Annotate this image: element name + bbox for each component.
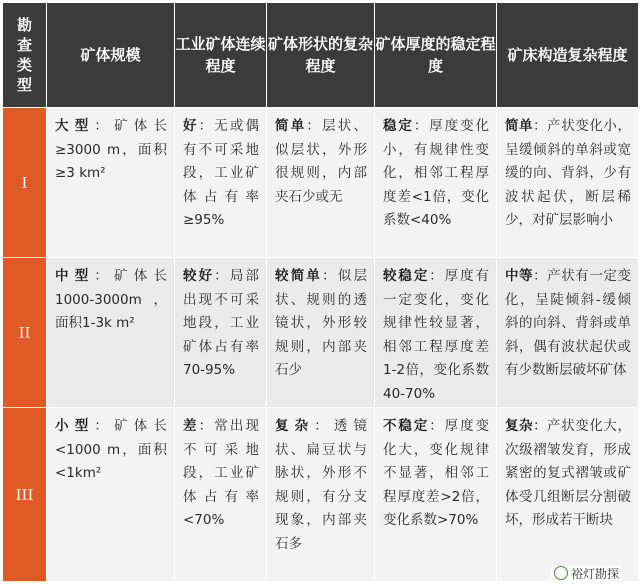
thickness-cell — [375, 408, 497, 582]
continuity-cell — [175, 258, 267, 408]
cell-label: 大型 — [55, 118, 95, 134]
scale-cell — [47, 108, 175, 258]
cell-label: 不稳定 — [383, 418, 430, 434]
header-shape: 矿体形状的复杂程度 — [267, 3, 375, 108]
cell-label: 复杂 — [275, 418, 315, 434]
cell-text: ：常出现不可采地段，工业矿体占有率<70% — [183, 418, 259, 528]
continuity-cell — [175, 408, 267, 582]
exploration-type-table — [2, 2, 639, 582]
type-cell: II — [3, 258, 47, 408]
cell-label: 小型 — [55, 418, 95, 434]
cell-label: 中型 — [55, 268, 95, 284]
cell-label: 差 — [183, 418, 199, 434]
cell-label: 稳定 — [383, 118, 414, 134]
header-category — [3, 3, 47, 108]
cell-text: ：矿体长≥3000 m，面积≥3 km² — [55, 118, 168, 181]
header-category-char: 勘 — [16, 16, 32, 34]
cell-label: 简单 — [275, 118, 307, 134]
header-structure: 矿床构造复杂程度 — [497, 3, 639, 108]
scale-cell — [47, 258, 175, 408]
table-row — [3, 108, 639, 258]
type-cell: I — [3, 108, 47, 258]
structure-cell — [497, 258, 639, 408]
cell-label: 中等 — [505, 268, 534, 284]
cell-label: 简单 — [505, 118, 534, 134]
cell-label: 较简单 — [275, 268, 323, 284]
cell-text: ：透镜状、扁豆状与脉状，外形不规则，有分支现象，内部夹石多 — [275, 418, 367, 552]
cell-text: ：无或偶有不可采地段，工业矿体占有率≥95% — [183, 118, 259, 228]
cell-text: ：似层状、规则的透镜状，外形较规则，内部夹石少 — [275, 268, 368, 378]
wechat-logo-icon — [554, 566, 568, 580]
header-category-char: 类 — [16, 56, 32, 74]
thickness-cell — [375, 108, 497, 258]
header-category-char: 查 — [16, 36, 32, 54]
cell-text: ：矿体长1000-3000m，面积1-3k m² — [55, 268, 168, 331]
cell-text: ：产状有一定变化，呈陡倾斜-缓倾斜的向斜、背斜或单斜，偶有波状起伏或有少数断层破坏矿体 — [505, 268, 631, 378]
table-row — [3, 258, 639, 408]
watermark-text: 裕灯勘探 — [570, 567, 619, 581]
type-cell: III — [3, 408, 47, 582]
shape-cell — [267, 258, 375, 408]
cell-text: ：厚度有一定变化，变化规律性较显著，相邻工程厚度差1-2倍，变化系数40-70% — [383, 268, 489, 402]
cell-text: ：产状变化小，呈缓倾斜的单斜或宽缓的向、背斜，少有波状起伏，断层稀少，对矿层影响小 — [505, 118, 631, 228]
scale-cell — [47, 408, 175, 582]
cell-text: ：局部出现不可采地段，工业矿体占有率70-95% — [183, 268, 259, 378]
watermark — [551, 566, 622, 582]
cell-text: ：产状变化大，次级褶皱发育，形成紧密的复式褶皱或矿体受几组断层分割破坏，形成若干断块 — [505, 418, 631, 528]
cell-text: ：厚度变化小，有规律性变化，相邻工程厚度差<1倍，变化系数<40% — [383, 118, 490, 228]
shape-cell — [267, 108, 375, 258]
header-scale: 矿体规模 — [47, 3, 175, 108]
header-category-char: 型 — [16, 76, 32, 94]
cell-label: 好 — [183, 118, 199, 134]
cell-label: 复杂 — [505, 418, 534, 434]
cell-text: ：层状、似层状，外形很规则，内部夹石少或无 — [275, 118, 368, 205]
cell-text: ：矿体长<1000 m，面积<1km² — [55, 418, 168, 481]
continuity-cell — [175, 108, 267, 258]
table-row — [3, 408, 639, 582]
structure-cell — [497, 108, 639, 258]
cell-text: ：厚度变化大，变化规律不显著，相邻工程厚度差>2倍，变化系数>70% — [383, 418, 489, 528]
thickness-cell — [375, 258, 497, 408]
structure-cell — [497, 408, 639, 582]
header-thickness: 矿体厚度的稳定程度 — [375, 3, 497, 108]
cell-label: 较稳定 — [383, 268, 430, 284]
header-continuity: 工业矿体连续程度 — [175, 3, 267, 108]
shape-cell — [267, 408, 375, 582]
header-row — [3, 3, 639, 108]
cell-label: 较好 — [183, 268, 215, 284]
